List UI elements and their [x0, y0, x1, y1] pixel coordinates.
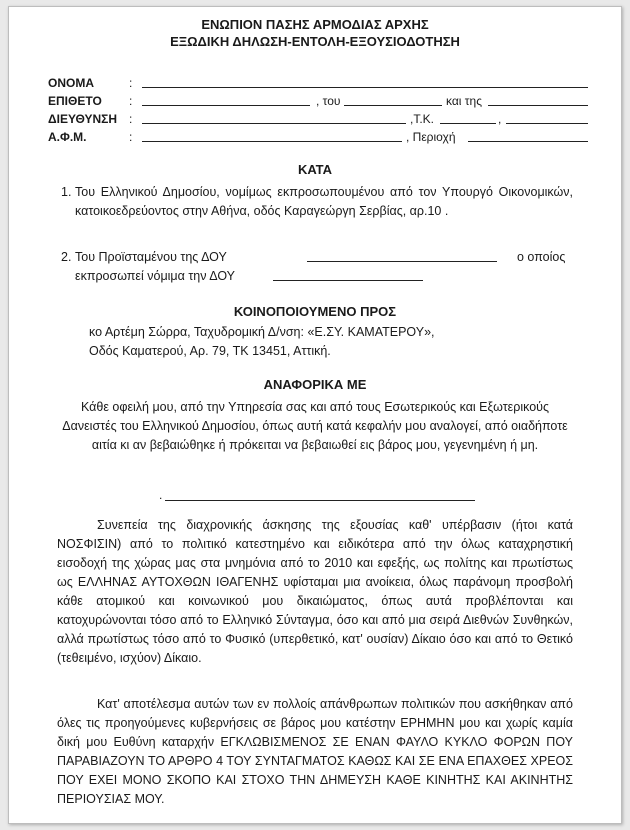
name-colon: :	[129, 76, 133, 90]
name-row	[48, 74, 588, 92]
address-row	[48, 110, 588, 128]
koinopoioumeno-title: ΚΟΙΝΟΠΟΙΟΥΜΕΝΟ ΠΡΟΣ	[233, 304, 397, 319]
doy-blank[interactable]	[273, 267, 423, 281]
and-of-label: και της	[446, 94, 482, 108]
afm-row	[48, 128, 588, 146]
kata-item-2-text-c: εκπροσωπεί νόμιμα την ΔΟΥ	[75, 269, 236, 283]
doy-head-blank[interactable]	[307, 248, 497, 262]
afm-colon: :	[129, 130, 133, 144]
recipient-line-1: κο Αρτέμη Σώρρα, Ταχυδρομική Δ/νση: «Ε.ΣΥ. ΚΑΜΑΤΕΡΟΥ»,	[89, 325, 435, 339]
father-name-blank[interactable]	[344, 92, 442, 106]
surname-colon: :	[129, 94, 133, 108]
kata-item-1-number: 1.	[61, 185, 72, 199]
anaforika-title: ΑΝΑΦΟΡΙΚΑ ΜΕ	[263, 377, 367, 392]
address-label: ΔΙΕΥΘΥΝΣΗ	[48, 112, 118, 126]
kata-item-2	[61, 248, 573, 288]
anaforika-text: Κάθε οφειλή μου, από την Υπηρεσία σας και από τους Εσωτερικούς και Εξωτερικούς Δανειστές του Ελληνικού Δημοσίου, όπως αυτή κατά κεφαλήν μου αναλογεί, από οιαδήποτε αιτία κι αν βεβαιώθηκε ή πρόκειται να βεβαιωθεί εις βάρος μου, γεγενημένη ή μη.	[62, 400, 568, 452]
address-blank[interactable]	[142, 110, 406, 124]
header-line-2: ΕΞΩΔΙΚΗ ΔΗΛΩΣΗ-ΕΝΤΟΛΗ-ΕΞΟΥΣΙΟΔΟΤΗΣΗ	[170, 34, 460, 49]
address-comma: ,	[498, 112, 502, 126]
afm-blank[interactable]	[142, 128, 402, 142]
region-blank[interactable]	[468, 128, 588, 142]
kata-item-2-number: 2.	[61, 250, 72, 264]
afm-label: Α.Φ.Μ.	[48, 130, 87, 144]
mother-name-blank[interactable]	[488, 92, 588, 106]
kata-item-1	[61, 183, 573, 221]
surname-row	[48, 92, 588, 110]
tk-blank[interactable]	[440, 110, 496, 124]
separator-line	[165, 487, 475, 501]
header-line-1: ΕΝΩΠΙΟΝ ΠΑΣΗΣ ΑΡΜΟΔΙΑΣ ΑΡΧΗΣ	[201, 17, 429, 32]
kata-item-1-text: Του Ελληνικού Δημοσίου, νομίμως εκπροσωπουμένου από τον Υπουργό Οικονομικών, κατοικοεδρεύοντος στην Αθήνα, οδός Καραγεώργη Σερβίας, αρ.10 .	[75, 185, 573, 218]
kata-item-2-text-b: ο οποίος	[517, 250, 566, 264]
separator-dot: .	[159, 488, 163, 502]
name-label: ΟΝΟΜΑ	[48, 76, 94, 90]
kata-item-2-text-a: Του Προϊσταμένου της ΔΟΥ	[75, 250, 227, 264]
recipient-line-2: Οδός Καματερού, Αρ. 79, ΤΚ 13451, Αττική.	[89, 344, 331, 358]
name-blank[interactable]	[142, 74, 588, 88]
address-colon: :	[129, 112, 133, 126]
kata-title: ΚΑΤΑ	[297, 162, 333, 177]
of-label: , του	[316, 94, 341, 108]
city-blank[interactable]	[506, 110, 588, 124]
body-paragraph-1: Συνεπεία της διαχρονικής άσκησης της εξουσίας καθ' υπέρβασιν (ήτοι κατά ΝΟΣΦΙΣΙΝ) από το πολιτικό κατεστημένο και ειδικότερα από την όλως καταχρηστική εισοδοχή της χώρας μας στα μνημόνια από το 2010 και εφεξής, ως πολίτης και πρωτίστως ως ΕΛΛΗΝΑΣ ΑΥΤΟΧΘΩΝ ΙΘΑΓΕΝΗΣ υφίσταμαι μια ανοίκεια, όλως παράνομη προσβολή κάθε ατομικού και κοινωνικού μου δικαιώματος, όπως αυτά προβλέπονται και κατοχυρώνονται τόσο από το Ελληνικό Σύνταγμα, όσο και από μια σειρά Διεθνών Συνθηκών, αλλά πρωτίστως τόσο από το Φυσικό (υπερθετικό, κατ' ουσίαν) Δίκαιο όσο και από το Θετικό (τεθειμένο, ισχύον) Δίκαιο.	[57, 518, 573, 665]
document-page	[8, 6, 622, 824]
tk-label: ,Τ.Κ.	[410, 112, 435, 126]
surname-label: ΕΠΙΘΕΤΟ	[48, 94, 102, 108]
body-paragraph-2: Κατ' αποτέλεσμα αυτών των εν πολλοίς απάνθρωπων πολιτικών που ασκήθηκαν από όλες τις προηγούμενες κυβερνήσεις σε βάρος μου κατέστην ΕΡΗΜΗΝ μου και χωρίς καμία δική μου Ευθύνη καταρχήν ΕΓΚΛΩΒΙΣΜΕΝΟΣ ΣΕ ΕΝΑΝ ΦΑΥΛΟ ΚΥΚΛΟ ΦΟΡΩΝ ΠΟΥ ΠΑΡΑΒΙΑΖΟΥΝ ΤΟ ΑΡΘΡΟ 4 ΤΟΥ ΣΥΝΤΑΓΜΑΤΟΣ ΚΑΘΩΣ ΚΑΙ ΣΕ ΕΝΑ ΕΠΑΧΘΕΣ ΧΡΕΟΣ ΠΟΥ ΕΧΕΙ ΜΟΝΟ ΣΚΟΠΟ ΚΑΙ ΣΤΟΧΟ ΤΗΝ ΔΗΜΕΥΣΗ ΚΑΘΕ ΚΙΝΗΤΗΣ ΚΑΙ ΑΚΙΝΗΤΗΣ ΠΕΡΙΟΥΣΙΑΣ ΜΟΥ.	[57, 697, 573, 806]
surname-blank[interactable]	[142, 92, 310, 106]
region-label: , Περιοχή	[406, 130, 456, 144]
